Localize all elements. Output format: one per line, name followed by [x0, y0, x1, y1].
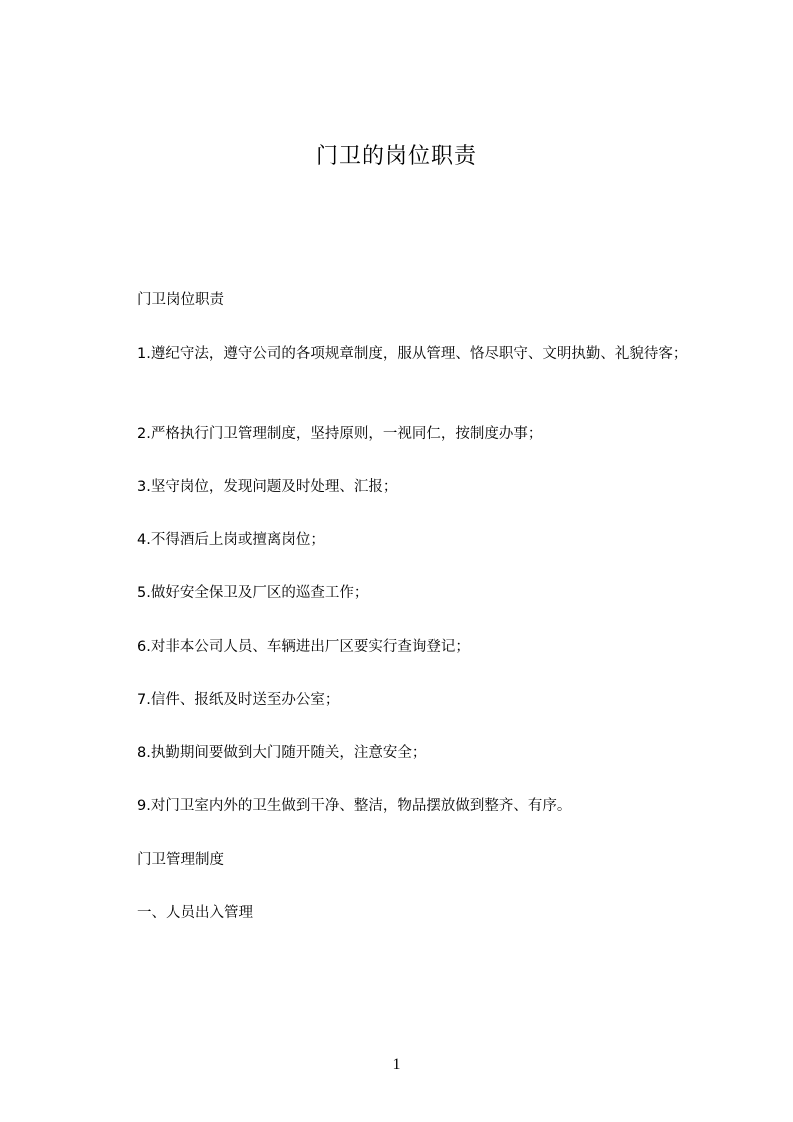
subsection-heading-personnel: 一、人员出入管理: [137, 905, 253, 921]
duty-item-4: 4.不得酒后上岗或擅离岗位；: [137, 532, 325, 548]
duty-item-5: 5.做好安全保卫及厂区的巡查工作；: [137, 585, 369, 601]
duty-item-7: 7.信件、报纸及时送至办公室；: [137, 692, 340, 708]
duty-item-1: 1.遵纪守法，遵守公司的各项规章制度，服从管理、恪尽职守、文明执勤、礼貌待客；: [137, 346, 688, 362]
page-number: 1: [392, 1056, 401, 1073]
duty-item-2: 2.严格执行门卫管理制度，坚持原则，一视同仁，按制度办事；: [137, 426, 543, 442]
section-heading-duties: 门卫岗位职责: [137, 292, 224, 308]
duty-item-8: 8.执勤期间要做到大门随开随关，注意安全；: [137, 745, 427, 761]
document-title: 门卫的岗位职责: [315, 144, 477, 169]
duty-item-3: 3.坚守岗位，发现问题及时处理、汇报；: [137, 479, 398, 495]
duty-item-6: 6.对非本公司人员、车辆进出厂区要实行查询登记；: [137, 639, 470, 655]
section-heading-management: 门卫管理制度: [137, 852, 224, 868]
duty-item-9: 9.对门卫室内外的卫生做到干净、整洁，物品摆放做到整齐、有序。: [137, 798, 572, 814]
